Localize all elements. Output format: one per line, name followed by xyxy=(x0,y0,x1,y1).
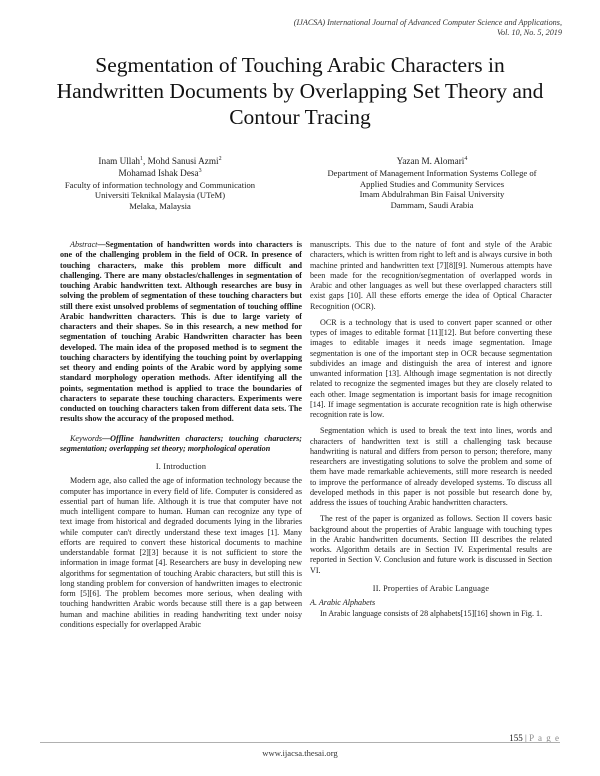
paragraph: OCR is a technology that is used to convert paper scanned or other types of images to editable format [11][12]. But before converting these images to editable images it needs image segmentation. Image segmentation is one of the important step in OCR because segmentation subdivides an image and distinguish the area of interest and ignore unwanted information [13]. Although image segmentation is not directly related to recognize the segmented images but they are closely related to each other. Image segmentation is important basis for image recognition [14]. If image segmentation is accurate recognition rate is high otherwise recognition rate is low. xyxy=(310,317,552,419)
affiliation-line: Dammam, Saudi Arabia xyxy=(390,200,474,211)
keywords-text: —Offline handwritten characters; touching characters; segmentation; overlapping set theory; morphological operation xyxy=(60,433,302,453)
author-name: Yazan M. Alomari xyxy=(396,156,465,166)
author-name: , Mohd Sanusi Azmi xyxy=(143,156,219,166)
paragraph: The rest of the paper is organized as follows. Section II covers basic background about the properties of Arabic language with touching types in the Arabic handwritten documents. Section III describes the related works. Algorithm details are in Section IV. Experimental results are reported in Section V. Conclusion and future work is discussed in Section VI. xyxy=(310,514,552,575)
author-name: Inam Ullah xyxy=(98,156,141,166)
journal-name: (IJACSA) International Journal of Advanced Computer Science and Applications, xyxy=(293,18,562,27)
author-names-line2 xyxy=(42,168,278,179)
author-names-line1 xyxy=(42,156,278,167)
affiliation-line: Department of Management Information Systems College of xyxy=(327,167,537,178)
affiliation-line: Melaka, Malaysia xyxy=(129,201,191,212)
keywords-label: Keywords xyxy=(70,433,103,443)
author-affiliation-mark: 1 xyxy=(140,155,144,162)
affiliation-line: Universiti Teknikal Malaysia (UTeM) xyxy=(94,190,226,201)
abstract-label: Abstract xyxy=(70,240,98,249)
author-names-line xyxy=(312,156,552,167)
paragraph-continued: manuscripts. This due to the nature of font and style of the Arabic characters, which is written from right to left and is always cursive in both machine printed and handwritten text [7][8][9]. Numerous attempts have been made for the recognition/segmentation of overlapped words in Arabic and other languages as well but these overlapped characters still exist gaps [10]. All these efforts emerge the idea of Optical Character Recognition (OCR). xyxy=(310,240,552,311)
affiliation-line: Imam Abdulrahman Bin Faisal University xyxy=(359,189,505,200)
left-column xyxy=(60,240,302,636)
abstract-text: —Segmentation of handwritten words into characters is one of the challenging problem in the field of OCR. In presence of touching characters, make this problem more difficult and challenging. There are many obstacles/challenges in segmentation of touching Arabic handwritten text. Although researches are busy in solving the problem of segmentation of these touching characters but still there exist unsolved problems of segmentation of touching offline Arabic handwritten characters. This is due to large variety of characters and their shapes. So in this research, a new method for segmentation of touching Arabic Handwritten character has been developed. The main idea of the proposed method is to segment the touching characters by identifying the touching point by overlapping set theory and ending points of the Arabic word by applying some standard morphology operation methods. After identifying all the points, segmentation method is applied to trace the boundaries of characters to separate these touching characters. Experiments were conducted on touching characters taken from different data sets. The results show the accuracy of the proposed method. xyxy=(60,240,302,424)
abstract xyxy=(60,240,302,425)
paragraph: Modern age, also called the age of information technology because the computer has importance in every field of life. Computer is considered as essential part of human life. Although it is true that computer have not much intelligent compare to human. Human can recognize any type of text image from historical and degraded documents lying in the libraries while computer can't directly understand these text images [1]. Many efforts are required to convert these historical documents to machine understandable format [2][3] because it is not sufficient to store the information in image format [4]. Researchers are busy in developing new algorithms for segmentation of touching Arabic characters, but still this is long standing problem for conversion of handwritten images to electronic form [5][6]. The problem becomes more serious, when dealing with touching handwritten Arabic words because still there is a gap between human and machine abilities in reading handwriting text under noisy conditions especially for overlapped Arabic xyxy=(60,476,302,629)
keywords xyxy=(60,434,302,455)
journal-header xyxy=(162,18,562,38)
author-name: Mohamad Ishak Desa xyxy=(118,167,199,178)
author-affiliation-mark: 3 xyxy=(198,167,202,174)
section-heading-introduction: I. Introduction xyxy=(155,462,207,471)
footer-divider xyxy=(40,742,560,743)
paragraph: Segmentation which is used to break the text into lines, words and characters of handwritten text is still a challenging task because handwriting is natural and differs from person to person; therefore, many researchers are investigating solutions to solve the problem and some of them have made remarkable achievements, still more research is needed to improve the performance of already developed systems. To discuss all developed methods in this paper is not possible but research done by, address the issues of touching Arabic handwritten characters. xyxy=(310,426,552,507)
subsection-heading-alphabets: A. Arabic Alphabets xyxy=(310,598,376,607)
page-label: P a g e xyxy=(529,733,560,743)
journal-volume: Vol. 10, No. 5, 2019 xyxy=(496,28,562,37)
right-column xyxy=(310,240,552,626)
authors-left-block xyxy=(42,156,278,212)
footer-url: www.ijacsa.thesai.org xyxy=(262,748,338,758)
affiliation-line: Faculty of information technology and Communication xyxy=(64,179,256,190)
authors-right-block xyxy=(312,156,552,211)
affiliation-line: Applied Studies and Community Services xyxy=(359,178,505,189)
paragraph: In Arabic language consists of 28 alphabets[15][16] shown in Fig. 1. xyxy=(320,609,543,619)
page-number-value: 155 xyxy=(509,733,523,743)
author-affiliation-mark: 2 xyxy=(218,155,222,162)
page-separator: | xyxy=(522,733,530,743)
author-affiliation-mark: 4 xyxy=(464,155,468,162)
paper-title: Segmentation of Touching Arabic Characters in Handwritten Documents by Overlapping Set Theory and Contour Tracing xyxy=(56,53,544,129)
section-heading-properties: II. Properties of Arabic Language xyxy=(372,583,490,593)
